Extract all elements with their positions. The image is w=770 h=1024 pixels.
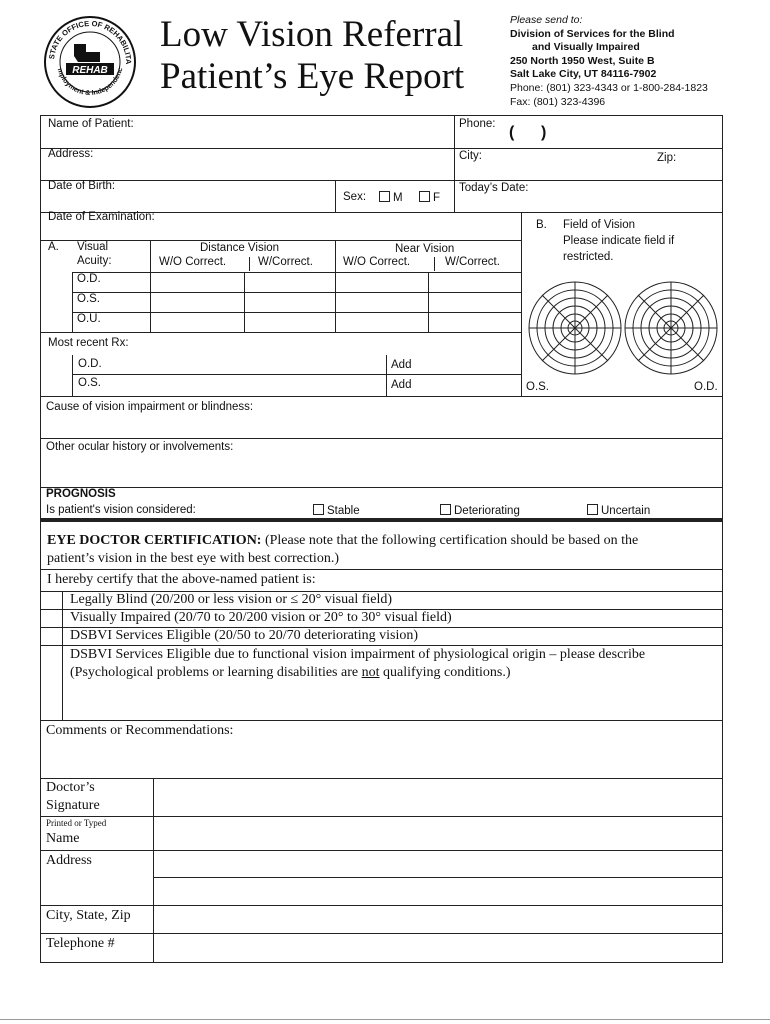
sex-male-label: M (393, 192, 403, 204)
acuity-row-os-label: O.S. (77, 293, 101, 305)
rx-os-add-label: Add (391, 379, 412, 391)
doctor-name-label: Name (46, 831, 80, 846)
acuity-row-ou-label: O.U. (77, 313, 101, 325)
page-bottom-rule (0, 1019, 770, 1020)
prognosis-stable-option[interactable] (313, 504, 360, 517)
dsbvi-eligible-option: DSBVI Services Eligible (20/50 to 20/70 deteriorating vision) (70, 628, 419, 643)
field-of-vision-note-line2: restricted. (563, 251, 614, 263)
doctor-signature-field[interactable] (155, 779, 722, 815)
send-to-block (510, 14, 708, 109)
phone-label: Phone: (459, 118, 496, 130)
field-os-label: O.S. (526, 381, 550, 393)
phone-area-code-parens: ( ) (509, 124, 547, 141)
form-title-line2: Patient’s Eye Report (160, 56, 465, 97)
date-of-birth-label: Date of Birth: (48, 180, 116, 192)
note-text-after: qualifying conditions.) (379, 665, 511, 680)
form-title-line1: Low Vision Referral (160, 14, 464, 55)
doctor-address-label: Address (46, 853, 92, 868)
seal-rehab-text: REHAB (72, 65, 108, 76)
rx-os-add-field[interactable] (420, 376, 520, 395)
prognosis-deteriorating-option[interactable] (440, 504, 520, 517)
doctor-signature-label-line1: Doctor’s (46, 780, 95, 795)
patient-name-label: Name of Patient: (48, 118, 134, 130)
seal-top-text: STATE OFFICE OF REHABILITA (47, 18, 134, 64)
certification-intro (47, 532, 717, 568)
acuity-od-near-wo-cell[interactable] (336, 273, 427, 291)
cause-of-impairment-field[interactable] (41, 414, 722, 437)
doctor-address-field-line2[interactable] (155, 878, 722, 904)
prognosis-title: PROGNOSIS (46, 488, 116, 500)
city-label: City: (459, 150, 482, 162)
other-ocular-history-label: Other ocular history or involvements: (46, 441, 234, 453)
note-text-before: (Psychological problems or learning disabilities are (70, 665, 362, 680)
send-to-label: Please send to: (510, 14, 583, 26)
acuity-od-distance-wo-cell[interactable] (151, 273, 243, 291)
legally-blind-option: Legally Blind (20/200 or less vision or ≤ 20° visual field) (70, 592, 393, 607)
prognosis-uncertain-label: Uncertain (601, 505, 651, 517)
doctor-city-state-zip-field[interactable] (155, 906, 722, 932)
acuity-os-near-wo-cell[interactable] (336, 293, 427, 311)
acuity-os-near-w-cell[interactable] (429, 293, 520, 311)
sex-label: Sex: (343, 191, 367, 203)
doctor-signature-label-line2: Signature (46, 798, 100, 813)
dsbvi-functional-option: DSBVI Services Eligible due to functional vision impairment of physiological origin – please describe (70, 647, 646, 662)
acuity-ou-near-wo-cell[interactable] (336, 313, 427, 331)
certify-statement: I hereby certify that the above-named patient is: (47, 572, 316, 587)
prognosis-question: Is patient's vision considered: (46, 504, 196, 516)
field-od-label: O.D. (694, 381, 718, 393)
rx-od-add-label: Add (391, 359, 412, 371)
todays-date-label: Today’s Date: (459, 182, 529, 194)
rx-od-field[interactable] (110, 356, 385, 373)
send-to-fax: Fax: (801) 323-4396 (510, 95, 606, 108)
acuity-title-line2: Acuity: (77, 255, 112, 267)
send-to-city: Salt Lake City, UT 84116-7902 (510, 68, 657, 81)
acuity-os-distance-w-cell[interactable] (245, 293, 334, 311)
doctor-telephone-field[interactable] (155, 934, 722, 962)
distance-w-correct-header: W/Correct. (258, 256, 313, 268)
send-to-street: 250 North 1950 West, Suite B (510, 54, 655, 67)
seal-bottom-text: mployment & Independenc (55, 67, 125, 98)
certification-intro-text: (Please note that the following certification should be based on the (264, 533, 639, 548)
acuity-od-distance-w-cell[interactable] (245, 273, 334, 291)
comments-field[interactable] (41, 742, 722, 776)
sex-female-label: F (433, 192, 441, 204)
prognosis-deteriorating-label: Deteriorating (454, 505, 520, 517)
field-of-vision-note-line1: Please indicate field if (563, 235, 675, 247)
rx-os-label: O.S. (78, 377, 102, 389)
doctor-telephone-label: Telephone # (46, 936, 115, 951)
acuity-ou-distance-wo-cell[interactable] (151, 313, 243, 331)
certification-intro-line2: patient’s vision in the best eye with best correction.) (47, 551, 339, 566)
acuity-ou-distance-w-cell[interactable] (245, 313, 334, 331)
dsbvi-eligible-checkbox[interactable] (41, 628, 61, 644)
acuity-od-near-w-cell[interactable] (429, 273, 520, 291)
send-to-org-line1: Division of Services for the Blind (510, 27, 675, 40)
near-wo-correct-header: W/O Correct. (343, 256, 411, 268)
visual-field-chart-os[interactable] (525, 280, 625, 376)
sex-male-checkbox[interactable] (379, 191, 390, 202)
prognosis-uncertain-option[interactable] (587, 504, 650, 517)
zip-label: Zip: (657, 152, 677, 164)
cause-of-impairment-label: Cause of vision impairment or blindness: (46, 401, 254, 413)
prognosis-stable-label: Stable (327, 505, 360, 517)
dsbvi-functional-checkbox[interactable] (41, 646, 61, 719)
near-w-correct-header: W/Correct. (445, 256, 500, 268)
city-field[interactable] (455, 149, 635, 179)
other-ocular-history-field[interactable] (41, 455, 722, 486)
address-label: Address: (48, 148, 94, 160)
rx-label: Most recent Rx: (48, 337, 129, 349)
prognosis-uncertain-checkbox[interactable] (587, 504, 598, 515)
printed-or-typed-label: Printed or Typed (46, 818, 107, 828)
acuity-row-od-label: O.D. (77, 273, 101, 285)
visually-impaired-option: Visually Impaired (20/70 to 20/200 vision or 20° to 30° visual field) (70, 610, 452, 625)
prognosis-deteriorating-checkbox[interactable] (440, 504, 451, 515)
doctor-city-state-zip-label: City, State, Zip (46, 908, 131, 923)
send-to-phone: Phone: (801) 323-4343 or 1-800-284-1823 (510, 81, 708, 94)
visual-field-chart-od[interactable] (621, 280, 721, 376)
prognosis-stable-checkbox[interactable] (313, 504, 324, 515)
doctor-address-field-line1[interactable] (155, 851, 722, 876)
doctor-name-field[interactable] (155, 817, 722, 849)
distance-vision-header: Distance Vision (200, 242, 280, 254)
address-field[interactable] (41, 149, 453, 179)
field-of-vision-title: Field of Vision (563, 219, 636, 231)
acuity-section-letter: A. (48, 241, 59, 253)
certification-title: EYE DOCTOR CERTIFICATION: (47, 533, 262, 548)
comments-label: Comments or Recommendations: (46, 723, 234, 738)
note-text-not: not (361, 665, 380, 680)
rx-od-label: O.D. (78, 358, 102, 370)
zip-field[interactable] (640, 149, 722, 179)
field-section-letter: B. (536, 219, 547, 231)
legally-blind-checkbox[interactable] (41, 592, 61, 608)
agency-seal (42, 14, 138, 110)
near-vision-header: Near Vision (395, 243, 455, 255)
distance-wo-correct-header: W/O Correct. (159, 256, 227, 268)
sex-female-option[interactable] (419, 191, 440, 204)
acuity-title-line1: Visual (77, 241, 109, 253)
sex-female-checkbox[interactable] (419, 191, 430, 202)
form-title (160, 14, 464, 98)
dsbvi-functional-note (70, 665, 511, 681)
sex-male-option[interactable] (379, 191, 403, 204)
rx-od-add-field[interactable] (420, 356, 520, 373)
acuity-ou-near-w-cell[interactable] (429, 313, 520, 331)
exam-date-label: Date of Examination: (48, 211, 155, 223)
rx-os-field[interactable] (110, 376, 385, 395)
visually-impaired-checkbox[interactable] (41, 610, 61, 626)
send-to-org-line2: and Visually Impaired (532, 41, 640, 54)
functional-impairment-description-field[interactable] (64, 684, 720, 718)
acuity-os-distance-wo-cell[interactable] (151, 293, 243, 311)
